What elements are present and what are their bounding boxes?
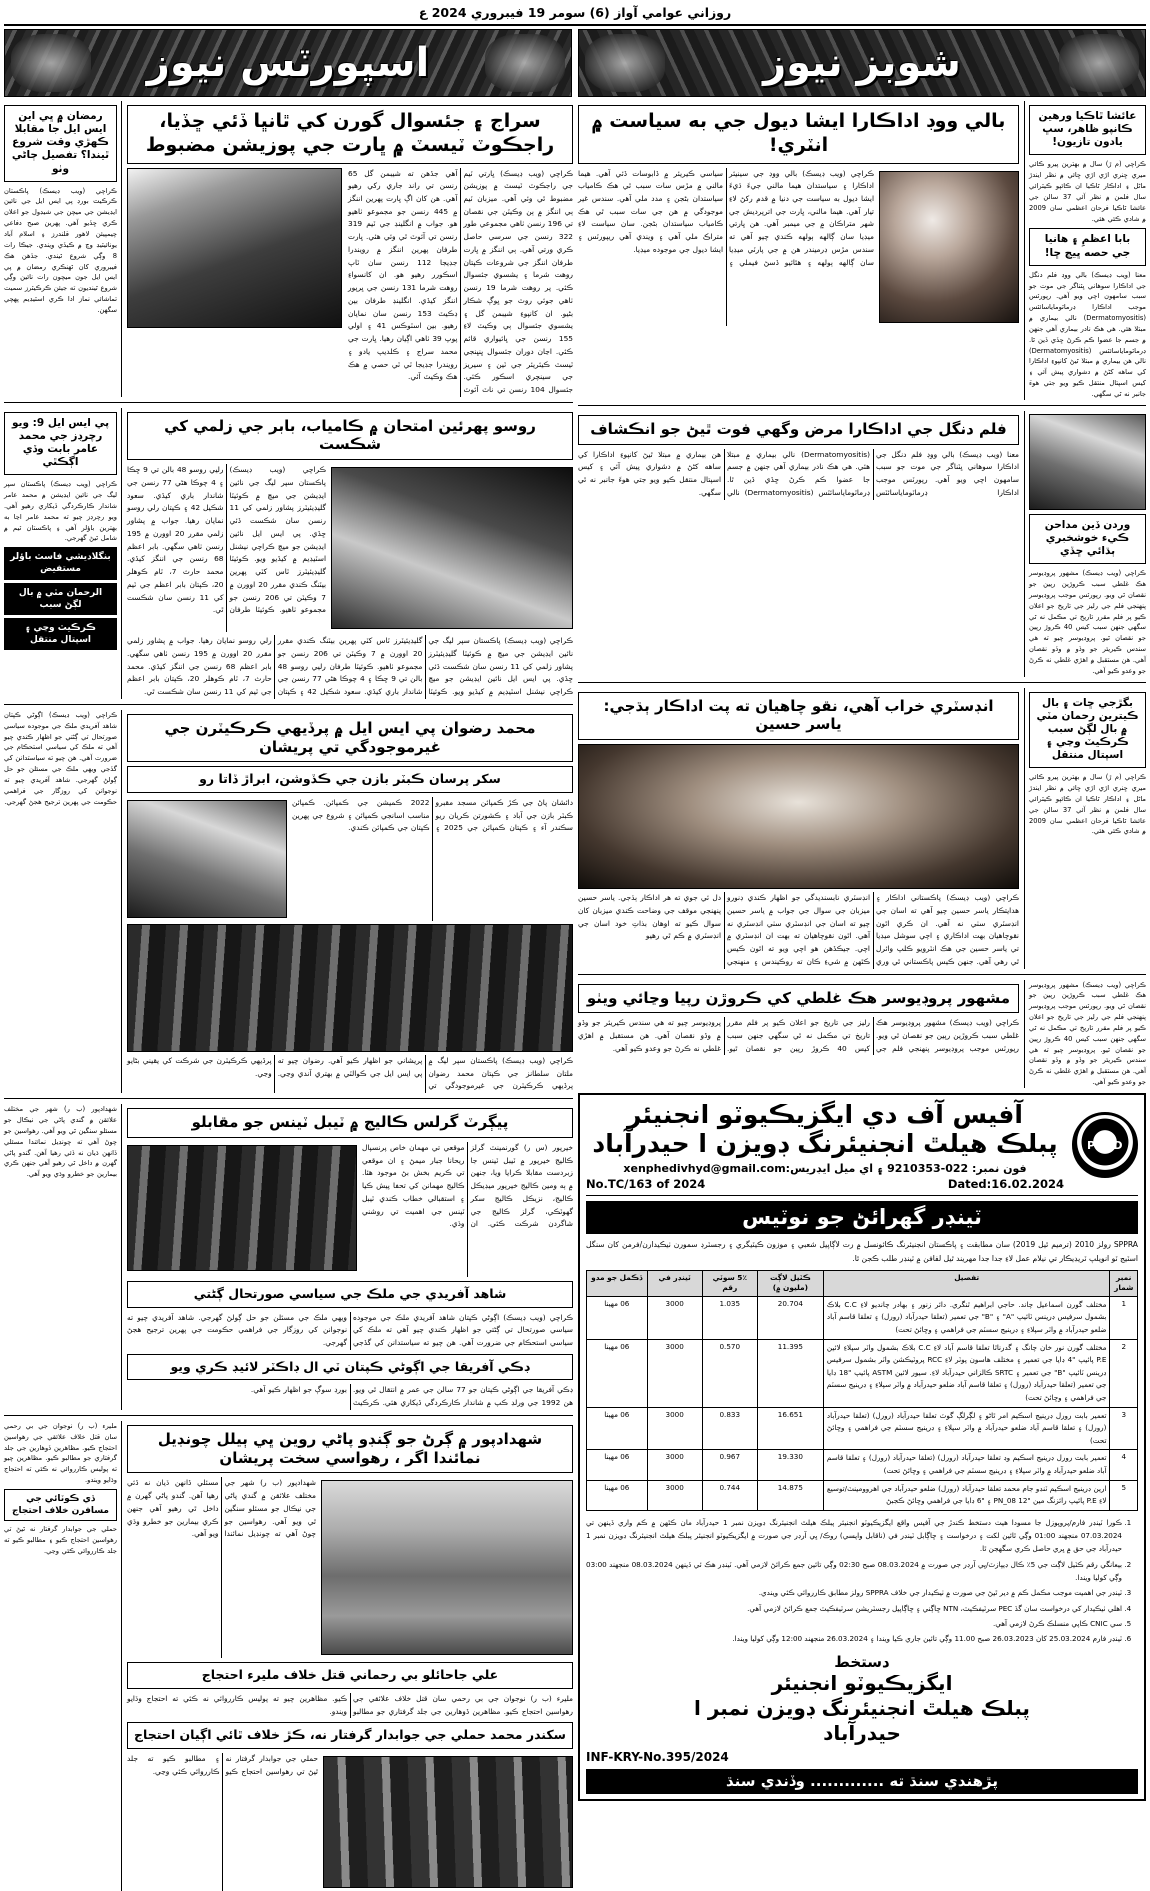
bangladeshi-bowler-box: بنگلاديشي فاسٽ باؤلر مستفيض [4, 547, 117, 579]
jaiswal-batting-photo [127, 168, 342, 328]
cell-fee: 3000 [647, 1480, 702, 1510]
sports-sidebar-col-3 [4, 710, 122, 1093]
cell-sr: 5 [1110, 1480, 1138, 1510]
malir-protest-body: مليرء (ب ر) نوجوان جي بي رحمي سان قتل خلاف علائقي جي رهواسين احتجاج ڪيو. مظاهرين ڏوهارين جي جلد گرفتاري جو مطالبو ڪيو. مظاهرين چيو ته پوليس ڪارروائي نه ڪئي ته احتجاج وڌايو ويندو. [127, 1694, 573, 1716]
table-row [587, 1407, 1138, 1450]
term-item: 6. ٽينڊر فارم 25.03.2024 کان 26.03.2023 صبح 11.00 وڳي تائين جاري ڪيا ويندا ۽ 26.03.2024 منجهند 12:00 وڳي کوليا ويندا. [586, 1632, 1122, 1645]
esha-deol-photo [879, 171, 1019, 323]
page-dateline: روزاني عوامي آواز (6) سومر 19 فيبروري 2024 ع [418, 5, 732, 20]
sports-lead-body: ڪراچي (ويب ڊيسڪ) ڀارتي ٽيم جي راجڪوٽ ٽيسٽ ۾ پوزيشن مضبوط ٿي وئي آهي. ميزبان ٽيم ٻي اننگز ۾ ٻن وڪيٽن جي نقصان تي 196 رنسن ٺاهي مجموعي طور 322 رنسن جي سرسي حاصل ڪري ورتي آهي. ٻي اننگز ۾ ڀارت طرفان اننگز جي شروعات ڪپتان روهت شرما ۽ يشسوي جئسوال ڪئي. پر روهت شرما 19 رنسن ٺاهي جوئي روٽ جو ڀوڳ شڪار بڻيو. ان کانپوءِ شيبمن گل ۽ يشسوي جئسوال ٻي وڪيٽ لاءِ 155 رنسن جي ڀائيواري قائم ڪئي. اڃان دوران جئسوال ڀنڀنجي ٽيسٽ ڪيئريئر جي ٽين ۽ سيريز جي سينچري اسڪور ڪئي. جئسوال 104 رنسن تي ناٽ آئوٽ آهي جڏهن ته شيبمن گل 65 رنسن تي راند جاري رکي رهيو آهي. هن کان اڳ ڀارت پهرين اننگز ۾ 445 رنسن جو مجموعو ٺاهيو هو. جواب ۾ انگلينڊ جي ٽيم 319 رنسن تي آئوٽ ٿي وئي هئي. ڀارت طرفان پهرين اننگز ۾ رويندرا جڊيجا 112 رنسن سان ٽاپ اسڪورر رهيو هو. ان کانسواءِ روهت شرما 131 رنسن جي ڀرپور اننگز کيڏي. انگلينڊ طرفان بين ڊڪيٽ 153 رنسن سان نمايان رهيو. بين اسٽوڪس 41 ۽ اولي پوپ 39 ٺاهي اڳيان رهيا. ڀارت جي محمد سراج ۽ ڪلديپ يادو ۽ رويندرا جڊيجا ٽي ٽي حصي ۾ هڪ هڪ وڪيٽ آئي. [348, 168, 573, 394]
cell-desc: تعمير بابت رورل ڊرينيج اسڪيم وڊ تعلقا حيدرآباد (رورل) (تعلقا حيدرآباد (رورل) ۽ تعلقا قاسم آباد ضلعو حيدرآباد ۾ واٽر سپلاءِ ۽ ڊرينيج سسٽم جي فراهمي ۽ وڇائڻ تحت) [823, 1450, 1110, 1480]
showbiz-banner [578, 29, 1146, 97]
showbiz-fourth-block [578, 980, 1146, 1088]
cell-earnest: 0.744 [702, 1480, 757, 1510]
th-fee: ٽينڊر في [647, 1271, 702, 1297]
term-item: 5. سي CNIC ڪاپي منسلڪ ڪرڻ لازمي آهي. [586, 1617, 1122, 1630]
cell-earnest: 0.570 [702, 1339, 757, 1407]
producer-headline: مشهور پروڊيوسر هڪ غلطي کي ڪروڙن رپيا وڃائي ويٺو [578, 984, 1019, 1014]
sports-second-main [127, 408, 573, 699]
cell-sr: 1 [1110, 1296, 1138, 1339]
cell-earnest: 0.967 [702, 1450, 757, 1480]
showbiz-ornament-left-icon [585, 34, 665, 92]
rahman-ball-box: الرحمان مٽي ۾ بال لڳڻ سبب [4, 583, 117, 615]
showbiz-sidebar4-headline: وردن ڏين مداحن ڪيء خوشخبري ٻڌائي ڇڏي [1029, 514, 1146, 564]
sports-second-block [4, 408, 573, 699]
cell-period: 06 مهينا [587, 1296, 648, 1339]
showbiz-sidebar2-headline: بابا اعظمِ ۽ هانيا جي حصه ڀيڄ ڇا! [1029, 228, 1146, 265]
sukkur-headline: سکر پرسان ڪبٽر بازن جي ڪڏوشن، ابراڙ ڏاتا رو [127, 766, 573, 793]
showbiz-couple-photo [1029, 414, 1146, 510]
tender-table-header-row [587, 1271, 1138, 1297]
cell-sr: 3 [1110, 1407, 1138, 1450]
sukkur-protest-body: حملي جي جوابدار گرفتار نه ٿيڻ تي رهواسين احتجاج ڪيو ۽ مطالبو ڪيو ته جلد ڪارروائي ڪئي وڃي. [127, 1754, 318, 1776]
table-row [587, 1339, 1138, 1407]
table-row [587, 1480, 1138, 1510]
sports-lead-headline: سراج ۽ جئسوال گورن کي ٿانڀا ڏئي ڇڏيا، راجڪوٽ ٽيسٽ ۾ ڀارت جي پوزيشن مضبوط [127, 105, 573, 164]
tender-contact: فون نمبر: 022-9210353 ۽ اي ميل ايڊريس:xenphedivhyd@gmail.com [623, 1161, 1027, 1175]
cell-period: 06 مهينا [587, 1339, 648, 1407]
th-sr: نمبر شمار [1110, 1271, 1138, 1297]
divider [4, 402, 573, 403]
sports-fourth-main [127, 1104, 573, 1410]
tender-footer-slogan: پڙهندي سنڌ ته ............. وڏندي سنڌ [586, 1769, 1138, 1794]
showbiz-sidebar1-headline: عائشا ٿاڪيا ورهين ڪانپو ظاهر، سڀ يادون تازيون! [1029, 105, 1146, 155]
cell-cost: 19.330 [757, 1450, 823, 1480]
showbiz-second-main [578, 411, 1019, 677]
richards-amir-body: ڪراچي (ويب ڊيسڪ) پاڪستان سپر ليگ جي نائين ايڊيشن ۾ محمد عامر شاندار ڪارڪردگي ڏيکاري رهيو آهي. ويو رچرڊز چيو ته محمد عامر اڃا به بهترين باؤلر آهي ۽ پاڪستان ٽيم ۾ شامل ٿيڻ گهرجي. [4, 480, 117, 543]
signature-line1: ايگزيڪيوٽو انجنيئر [771, 1670, 953, 1695]
showbiz-sidebar2-body: معنا (ويب ڊيسڪ) بالي ووڊ فلم دنگل جي اداڪارا سوهاني ڀٽناگر جي موت جو سبب سامهون اچي ويو آهي. رپورٽس موجب اداڪارا ڊرماٽوماياسائٽس (Dermatomyositis) نالي بيماري ۾ مبتلا هئي. هي هڪ نادر بيماري آهي جنهن ۾ جسم جا عضوا ڪم ڪرڻ ڇڏي ڏين ٿا. ڊرماٽوماياسائٽس (Dermatomyositis) نالي هن بيماري ۾ مبتلا ٿيڻ کانپوءِ اداڪارا کي ساهه کڻڻ ۾ دشواري پيش آئي ۽ کيس اسپتال منتقل ڪيو ويو جتي هوءَ جانبر نه ٿي سگهي. [1029, 270, 1146, 398]
sukkur-protest-headline: سکندر محمد حملي جي جوابدار گرفتار نه، ڪڙ خلاف ٿائي اڳيان احتجاج [127, 1722, 573, 1749]
divider [578, 405, 1146, 406]
sports-sidebar4-body: شهدادپور (ب ر) شهر جي مختلف علائقن ۾ گندي پاڻي جي نيڪال جو مسئلو سنگين ٿي ويو آهي. رهواسين جو چوڻ آهي ته چونڊيل نمائندا مسئلي ڏانهن ڌيان نه ڏئي رهيا آهن. گندو پاڻي گهرن ۾ داخل ٿي رهيو آهي جنهن ڪري بيمارين جو خطرو وڌي ويو آهي. [4, 1105, 117, 1179]
rizwan-body: ڪراچي (ويب ڊيسڪ) پاڪستان سپر ليگ ۾ ملتان سلطانز جي ڪپتان محمد رضوان پرڏيهي ڪرڪيٽرن جي غيرموجودگي تي پريشاني جو اظهار ڪيو آهي. رضوان چيو ته پي ايس ايل جي ڪوالٽي ۾ بهتري آندي وڃي. پرڏيهي ڪرڪيٽرن جي شرڪت کي يقيني بڻايو وڃي. [127, 1056, 573, 1091]
rossouw-body-cont: ڪراچي (ويب ڊيسڪ) پاڪستان سپر ليگ جي نائين ايڊيشن جي ميچ ۾ ڪوئيٽا گليڊيئيٽرز پشاور زلمي کي 11 رنسن سان شڪست ڏئي ڇڏي. پي ايس ايل نائين ايڊيشن جو ميچ ڪراچي نيشنل اسٽيڊيم ۾ کيڏيو ويو. ڪوئيٽا گليڊيئيٽرز ٽاس کٽي پهرين بيٽنگ ڪندي مقرر 20 اوورن ۾ 7 وڪيٽن تي 206 رنسن جو مجموعو ٺاهيو. ڪوئيٽا طرفان رليي روسو 48 بالن تي 9 ڇڪا ۽ 4 چوڪا هڻي 77 رنسن جي شاندار باري کيڏي. سعود شڪيل 42 ۽ ڪپتان رلي روسو نمايان رهيا. جواب ۾ پشاور زلمي مقرر 20 اوورن ۾ 195 رنسن ٺاهي سگهي. بابر اعظم 68 رنسن جي اننگز کيڏي. محمد حارث 7، ٽام ڪوهلر 20، ڪپتان بابر اعظم جي ٽيم کي 11 رنسن سان شڪست ٿي. [127, 636, 573, 697]
sports-sidebar-col-5 [4, 1421, 122, 1891]
athletes-icon [11, 34, 91, 92]
term-item: 1. ڪورا ٽينڊر فارم/پروپوزل جا مسودا هيٺ دستخط ڪندڙ جي آفيس واقع ايگزيڪيوٽو انجنيئر پبلڪ هيلٿ انجنيئرنگ ڊويزن نمبر 1 حيدرآباد مان ڪٿهن ۾ ڪم واري ڏينهن تي 07.03.2024 منجهند 01:00 وڳي ٿائين لکت ۽ درخواست ۽ ڇاڳابل ٽينڊر في (ناقابل واپسي) روڪ/ ڀي آرڊر جي صورت ۾ ايگزيڪيوٽو انجنيئر پبلڪ هيلٿ انجنيئرنگ ڊويزن نمبر 1 حيدرآباد جي حق ۾ ڀري حاصل ڪري سگهجن ٿا. [586, 1516, 1122, 1556]
shahdadpur-headline: شهدادپور ۾ ڳرڻ جو ڳنڊو پاڻي روين ڀي ٻيلل چونڊيل نمائندا اگر ، رهواسي سخت پريشان [127, 1425, 573, 1474]
malir-protest-headline: علي جاحائلو بي رحماني قتل خلاف مليرء احتجاج [127, 1662, 573, 1689]
inf-number: INF-KRY-No.395/2024 [586, 1749, 729, 1764]
term-item: 3. ٽينڊر جي اهميت موجب مڪمل ڪم ۾ دير ٿيڻ جي صورت ۾ ٺيڪيدار جي خلاف SPPRA رولز مطابق ڪارروائي ڪئي ويندي. [586, 1586, 1122, 1599]
yasir-hussain-body: ڪراچي (ويب ڊيسڪ) پاڪستاني اداڪار ۽ هدايتڪار ياسر حسين چيو آهي ته اسان جي انڊسٽري سٺي نه آهي. ان ڪري اٿون نقوچاهيان بهت اداڪاري ۽ اچي سوشل ميڊيا تي ياسر حسين جي هڪ انٽرويو ڪلپ وائرل ٿي رهي آهي. جنهن ڪيس پاڪستاني ٿي وري انڊسٽري نابسنديدگي جو اظهار ڪندي ڊنورو ميزبان جي سوال جي جواب ۾ ياسر حسين چيو ته اسان جي انڊسٽري سٺي انڊسٽري نه آهي. اٿون نقوچاهيان ته بهت ان انڊسٽري ۾ اچي. جيڪڏهن هو اچي ويو ته اٿون ڪيس ڪٿهن ۾ شيءِ ڪان ته روڪيندس ۽ منهنجي دل ئي جوي ته هر اداڪار ٻڌجي. ياسر حسين پنهنجي موقف جي وضاحت ڪندي ميزبان کان سوال ڪيو ته اوهان بذاتِ خود اسان جي انڊسٽري ۾ ڪم ٿي رهيو [578, 893, 1019, 966]
shahdadpur-street-photo [321, 1480, 573, 1655]
sports-sidebar-col-2 [4, 408, 122, 699]
tender-office-line2: پبلڪ هيلٿ انجنيئرنگ ڊويزن ا حيدرآباد [592, 1129, 1058, 1159]
signature-line2: پبلڪ هيلٿ انجنيئرنگ ڊويزن نمبر ا [694, 1695, 1030, 1720]
tender-dated: Dated:16.02.2024 [947, 1176, 1064, 1191]
cell-fee: 3000 [647, 1296, 702, 1339]
sukkur-group-photo [127, 924, 573, 1052]
cell-desc: ارين ڊرينيج اسڪيم ٽنڊو جام محمد تعلقا حيدرآباد (رورل) ضلعو حيدرآباد جي اهروومينٽ/توسيع لاءِ P.E پائيپ رائزنگ مين "PN_08 12 ۽ "6 ڊايا جي فراهمي وڇائڻ ڪجبڻ [823, 1480, 1110, 1510]
psl-ramzan-body: ڪراچي (ويب ڊيسڪ) پاڪستان ڪرڪيٽ بورڊ پي ايس ايل جي نائين ايڊيشن جي ميچن جي شيڊول جو اعلان ڪري ڇڏيو آهي. پهرين صبح دفاعي چيمپيئن لاهور قلندرز ۽ اسلام آباد يونائيٽيڊ وچ ۾ ڪيڏي ويندي. جيڪا رات 8 وڳي شروع ٿيندي. جڏهن هڪ فيبروري کان ٿهنڪري رمضان ۾ پي ايس ايل جون ميچون رات نائين وڳي شروع ٿينديون ته جيئن ڪرڪيٽرز سميت تماشائي نماز ادا ڪري اسٽيڊيم پهچي سگهن. [4, 186, 117, 314]
tender-terms [586, 1516, 1138, 1646]
girls-college-team-photo [127, 1145, 357, 1271]
afridi-body: ڪراچي (ويب ڊيسڪ) اڳوڻي ڪپتان شاهد آفريدي ملڪ جي موجوده سياسي صورتحال تي ڳڻتي جو اظهار ڪندي چيو آهي ته ملڪ کي سياسي استحڪام جي ضرورت آهي. هن چيو ته سياستدانن کي گڏجي ويهي ملڪ جي مسئلن جو حل ڳولڻ گهرجي. شاهد آفريدي چيو ته نوجوانن کي روزگار جي فراهمي حڪومت جي پهرين ترجيح هجڻ گهرجي. [127, 1312, 573, 1348]
cell-cost: 11.395 [757, 1339, 823, 1407]
sukkur-body: دائشان پاڻ جي ڪڙ ڪمپائن مسجد مقبرو ڪبٽر بازن جي آباد ۽ ڪشورتن ڪريان ريو سڪندر آء ۽ ڪپتان ڪمپائن جي 2025 ۽ 2022 ڪميشن جي ڪمپائن. ڪمپائن مناسب اسانجي ڪمپائن ۽ شروع جي پهرين ڪپتان جي ڪمپائن ڪندي. [292, 798, 573, 833]
showbiz-sidebar1-body: ڪراچي (م ڙ) سال ۾ بهترين پيرو ڪائي ميري ڇنري اڙي اڙي ڇائي ۾ نظر ايندڙ ماڻل ۽ اداڪار ٿاڪيا ان ڪائپو ڪيٽرائي سال فلمن ۾ نظر آئي 37 سالن جي عائشا ٿاڪيا فرحان اعظمي سان 2009 ۾ شادي ڪئي هئي. [1029, 160, 1146, 223]
showbiz-third-main [578, 688, 1019, 969]
rizwan-headline: محمد رضوان پي ايس ايل ۾ پرڏيهي ڪرڪيٽرن جي غيرموجودگي تي پريشان [127, 714, 573, 763]
th-earnest: 5٪ سوٽي رقم [702, 1271, 757, 1297]
term-item: 4. اهلي ٺيڪيدار کي درخواست سان گڏ PEC سرٽيفڪيٽ، NTN ڇاڳني ۽ ڇاڳاپيل رجسٽريشن سرٽيفڪيٽ جمع ڪرائڻ لازمي آهي. [586, 1602, 1122, 1615]
cell-cost: 14.875 [757, 1480, 823, 1510]
yasir-hussain-headline: انڊسٽري خراب آهي، نقو چاهيان ته پت اداڪار ٻڌجي: ياسر حسين [578, 692, 1019, 741]
sports-sidebar-col-4 [4, 1104, 122, 1410]
trophy-icon [1059, 34, 1139, 92]
showbiz-sidebar-col-4 [1024, 980, 1146, 1088]
producer-body: ڪراچي (ويب ڊيسڪ) مشهور پروڊيوسر هڪ غلطي سبب ڪروڙين رپين جو نقصان ٿي ويو. رپورٽس موجب پروڊيوسر پنهنجي فلم جي رليز جي تاريخ جو اعلان ڪيو پر فلم مقرر تاريخ تي مڪمل نه ٿي سگهي جنهن سبب کيس 40 ڪروڙ رپين جو نقصان ٿيو. پروڊيوسر چيو ته هي سندس ڪيريئر جو وڏو ۾ وڏو نقصان آهي. هن مستقبل ۾ اهڙي غلطي نه ڪرڻ جو وعدو ڪيو آهي. [578, 1018, 1019, 1053]
cell-sr: 2 [1110, 1339, 1138, 1407]
sports-third-block [4, 710, 573, 1093]
hospital-box: ڪرڪيٽ وڃي ۽ اسپتال منتقل [4, 618, 117, 650]
sports-fourth-block [4, 1104, 573, 1410]
divider [4, 1415, 573, 1416]
psl-match-photo [331, 467, 573, 629]
showbiz-banner-title: شوبز نيوز [763, 40, 961, 86]
showbiz-lead-block [578, 101, 1146, 400]
sports-sidebar-box: ڏي ڪوٽائي جي مسافرن خلاف احتجاج [4, 1489, 117, 1521]
sports-sidebar5-body-2: حملي جي جوابدار گرفتار نه ٿيڻ تي رهواسين احتجاج ڪيو ۽ مطالبو ڪيو ته جلد ڪارروائي ڪئي وڃي. [4, 1525, 117, 1555]
cell-desc: مختلف گورن نور خان چانگ ۽ گدرناٿا تعلقا قاسم آباد لاءِ C.C بلاڪ بشمول واٽر سپلاءِ لائين P.E پائيپ "4 ڊايا جي تعمير ۽ مختلف هاسون پوٽر لاءِ RCC پروٽيڪشن واٽر بشمول سرفيس ڊرينس ٽائيپ "B" جي تعمير ۽ SRTC ڪالزاني حيدرآباد لاءِ. سيور لائين ASTM پائيپ "18 ڊايا جي تعمير (تعلقا حيدرآباد (رورل) ۽ تعلقا قاسم آباد ضلعو حيدرآباد ۾ واٽر سپلاءِ ۽ ڊرينيج سسٽم جي فراهمي ۽ وڇائڻ تحت) [823, 1339, 1110, 1407]
showbiz-lead-main [578, 101, 1019, 400]
divider [4, 704, 573, 705]
tender-banner-title: ٽينڊر گهرائڻ جو نوٽيس [586, 1201, 1138, 1234]
showbiz-sidebar-col-3 [1024, 688, 1146, 969]
tender-header [586, 1100, 1138, 1196]
lloyd-headline: ڊڪي آفريقا جي اڳوڻي ڪپتان ٽي ال ڊاڪٽر لائيڊ ڪري ويو [127, 1354, 573, 1381]
rizwan-photo [127, 800, 287, 918]
cell-fee: 3000 [647, 1450, 702, 1480]
sports-sidebar5-body: مليرء (ب ر) نوجوان جي بي رحمي سان قتل خلاف علائقي جي رهواسين احتجاج ڪيو. مظاهرين ڏوهارين جي جلد گرفتاري جو مطالبو ڪيو. مظاهرين چيو ته پوليس ڪارروائي نه ڪئي ته احتجاج وڌايو ويندو. [4, 1421, 117, 1485]
rossouw-body: ڪراچي (ويب ڊيسڪ) پاڪستان سپر ليگ جي نائين ايڊيشن جي ميچ ۾ ڪوئيٽا گليڊيئيٽرز پشاور زلمي کي 11 رنسن سان شڪست ڏئي ڇڏي. پي ايس ايل نائين ايڊيشن جو ميچ ڪراچي نيشنل اسٽيڊيم ۾ کيڏيو ويو. ڪوئيٽا گليڊيئيٽرز ٽاس کٽي پهرين بيٽنگ ڪندي مقرر 20 اوورن ۾ 7 وڪيٽن تي 206 رنسن جو مجموعو ٺاهيو. ڪوئيٽا طرفان رليي روسو 48 بالن تي 9 ڇڪا ۽ 4 چوڪا هڻي 77 رنسن جي شاندار باري کيڏي. سعود شڪيل 42 ۽ ڪپتان رلي روسو نمايان رهيا. جواب ۾ پشاور زلمي مقرر 20 اوورن ۾ 195 رنسن ٺاهي سگهي. بابر اعظم 68 رنسن جي اننگز کيڏي. محمد حارث 7، ٽام ڪوهلر 20، ڪپتان بابر اعظم جي ٽيم کي 11 رنسن سان شڪست ٿي. [127, 465, 326, 615]
showbiz-sidebar6-body: ڪراچي (ويب ڊيسڪ) مشهور پروڊيوسر هڪ غلطي سبب ڪروڙين رپين جو نقصان ٿي ويو. رپورٽس موجب پروڊيوسر پنهنجي فلم جي رليز جي تاريخ جو اعلان ڪيو پر فلم مقرر تاريخ تي مڪمل نه ٿي سگهي جنهن سبب کيس 40 ڪروڙ رپين جو نقصان ٿيو. پروڊيوسر چيو ته هي سندس ڪيريئر جو وڏو ۾ وڏو نقصان آهي. هن مستقبل ۾ اهڙي غلطي نه ڪرڻ جو وعدو ڪيو آهي. [1029, 980, 1147, 1087]
photo-caption [127, 1274, 357, 1277]
sports-banner [4, 29, 572, 97]
showbiz-lead-headline: بالي ووڊ اداڪارا ايشا ديول جي به سياست ۾ انٽري! [578, 105, 1019, 164]
showbiz-lead2-body: معنا (ويب ڊيسڪ) بالي ووڊ فلم دنگل جي اداڪارا سوهاني ڀٽناگر جي موت جو سبب سامهون اچي ويو آهي. رپورٽس موجب اداڪارا ڊرماٽوماياسائٽس (Dermatomyositis) نالي بيماري ۾ مبتلا هئي. هي هڪ نادر بيماري آهي جنهن ۾ جسم جا عضوا ڪم ڪرڻ ڇڏي ڏين ٿا. ڊرماٽوماياسائٽس (Dermatomyositis) نالي هن بيماري ۾ مبتلا ٿيڻ کانپوءِ اداڪارا کي ساهه کڻڻ ۾ دشواري پيش آئي ۽ کيس اسپتال منتقل ڪيو ويو جتي هوءَ جانبر نه ٿي سگهي. [578, 449, 1019, 497]
showbiz-third-block [578, 688, 1146, 969]
cell-fee: 3000 [647, 1339, 702, 1407]
cell-period: 06 مهينا [587, 1407, 648, 1450]
tender-office-titles [586, 1100, 1064, 1191]
afridi-headline: شاهد آفريدي جي ملڪ جي سياسي صورتحال ڳڻتي [127, 1281, 573, 1308]
cell-fee: 3000 [647, 1407, 702, 1450]
richards-amir-headline: پي ايس ايل 9: ويو رچرڊز جي محمد عامر بابت وڏي اڳڪٿي [4, 412, 117, 476]
yasir-hussain-family-photo [578, 744, 1019, 889]
tender-advertisement [578, 1093, 1146, 1801]
tender-table [586, 1270, 1138, 1511]
table-tennis-headline: پيڳرٽ گرلس ڪاليج ۾ ٽيبل ٽينس جو مقابلو [127, 1108, 573, 1138]
table-row [587, 1450, 1138, 1480]
divider [578, 974, 1146, 975]
cell-cost: 20.704 [757, 1296, 823, 1339]
showbiz-sidebar-col-2 [1024, 411, 1146, 677]
sports-fifth-main [127, 1421, 573, 1891]
tender-number: No.TC/163 of 2024 [586, 1176, 706, 1191]
sports-third-main [127, 710, 573, 1093]
sports-banner-title: اسپورٽس نيوز [146, 40, 430, 86]
cell-desc: مختلف گورن اسماعيل چاند. حاجي ابراهيم ٿنگري. دائر زنور ۽ بهادر چانديو لاءِ C.C بلاڪ بشمول سرفيس ڊرينس ٽائيپ "A" ۽ "B" جي تعمير (تعلقا حيدرآباد (رورل) ۽ تعلقا قاسم آباد ضلعو حيدرآباد ۾ واٽر سپلاءِ ۽ ڊرينيج سسٽم جي فراهمي ۽ وڇائڻ تحت) [823, 1296, 1110, 1339]
section-banner-row [4, 24, 1146, 97]
shahdadpur-body: شهدادپور (ب ر) شهر جي مختلف علائقن ۾ گندي پاڻي جي نيڪال جو مسئلو سنگين ٿي ويو آهي. رهواسين جو چوڻ آهي ته چونڊيل نمائندا مسئلي ڏانهن ڌيان نه ڏئي رهيا آهن. گندو پاڻي گهرن ۾ داخل ٿي رهيو آهي جنهن ڪري بيمارين جو خطرو وڌي ويو آهي. [127, 1478, 316, 1539]
cell-period: 06 مهينا [587, 1480, 648, 1510]
showbiz-sidebar-col [1024, 101, 1146, 400]
tender-table-body [587, 1296, 1138, 1510]
cell-desc: تعمير بابت رورل ڊرينيج اسڪيم امر ٿاڻو ۽ لڳرلڳ گوٽ تعلقا حيدرآباد (رورل) (تعلقا حيدرآباد (رورل) ۽ تعلقا قاسم آباد ضلعو حيدرآباد ۾ واٽر سپلاءِ ۽ ڊرينيج سسٽم جي فراهمي ۽ وڇائڻ تحت) [823, 1407, 1110, 1450]
sports-ornament-right-icon [485, 34, 565, 92]
rossouw-headline: روسو پهرئين امتحان ۾ ڪامياب، بابر جي زلمي کي شڪست [127, 412, 573, 461]
cell-period: 06 مهينا [587, 1450, 648, 1480]
showbiz-lead-body: ڪراچي (ويب ڊيسڪ) بالي ووڊ جي سينيئر اداڪارا ۽ سياستدان هيما مالني جيءَ ڌيءَ ايشا ديول به سياست جي دنيا ۾ قدم رکڻ لاءِ تيار آهي. هيما مالني، ڀارت جي اترپرديش جي شهر متراڪان ۾ جي ميمبر آهي. هن ڀارتي ميڊيا سان ڳالهه ٻولهه ڪندي چيو آهي ته سندس مڙس ڊرميندر هن ۾ جي پارٽي ميڊيا سان ڳالهه ٻولهه ۽ هٿائيو ڏسڻ فيملي ۽ سياسي ڪيريئر ۾ ڏابوسات ڏئي آهي. هيما مالني ۾ مڙس سات سبب ٿي هڪ ڪامياب سياستدان بڻجن ۽ مدد ملي آهي. سندس غير موجودگي ۾ هن جي سات سبب ٿي هڪ ڪامياب سياستدان بڻجن. سان سياست لاءِ متراڪ ملي آهي ۽ ويندي آهي ريپورٽس ۽ ايشا ديول جي موجوده ميڊيا. [578, 168, 874, 267]
cell-sr: 4 [1110, 1450, 1138, 1480]
tender-intro-text: SPPRA رولز 2010 (ترميم ٿيل 2019) سان مطابقت ۽ پاڪستان انجنيئرنگ ڪائونسل ۾ رت لاڳاپيل شعبي ۽ موزون ڪيٽيگري ۽ رجسٽرڊ سمورن ٺيڪيدارن/فرمن کان سنگل اسٽيج ٽو انويلپ ٽريڊيڪار تي نيلام عمل لاءِ جدا جدا مهريند ٿيل لفافن ۾ ٽينڊر طلب ڪجن ٿا. [586, 1239, 1138, 1264]
table-tennis-body: خيرپور (س ر) گورنمينٽ گرلز ڪاليج خيرپور ۾ ٽيبل ٽينس جا زبردست مقابلا ڪرايا ويا، جنهن ۾ ٻه ومين ڪاليج خيرپور ميڊيڪل ڪاليج، نزيڪل ڪاليج سکر گهوٽڪي، گرلز ڪاليج جي شاگردن شرڪت ڪئي. ان موقعي تي مهمان خاص پرنسپال ريحانا جبار ميمڻ ۽ ان موقعي تي ڪريم بخش بڻ موجود هئا. ڪاليج مهمانن کي تحفا پيش ڪيا ۽ استقبالي خطاب ڪندي ٽيبل ٽينس جي اهميت تي روشني وڌي. [362, 1142, 573, 1229]
psl-ramzan-headline: رمضان ۾ ڀي اين ايس ايل جا مقابلا ڪهڙي وقت شروع ٿيندا؟ تفصيل ڄاڻي وٺو [4, 105, 117, 182]
protest-photo [323, 1756, 573, 1888]
th-description: تفصيل [823, 1271, 1110, 1297]
sports-fifth-block [4, 1421, 573, 1891]
sports-sidebar-col [4, 101, 122, 397]
sports-lead-main [127, 101, 573, 397]
showbiz-sidebar5-body: ڪراچي (م ڙ) سال ۾ بهترين پيرو ڪائي ميري ڇنري اڙي اڙي ڇائي ۾ نظر ايندڙ ماڻل ۽ اداڪار ٿاڪيا ان ڪائپو ڪيٽرائي سال فلمن ۾ نظر آئي 37 سالن جي عائشا ٿاڪيا فرحان اعظمي سان 2009 ۾ شادي ڪئي هئي. [1029, 773, 1146, 836]
sports-section [4, 101, 573, 1891]
tender-numbers-row [586, 1177, 1064, 1191]
sports-sidebar3-body: ڪراچي (ويب ڊيسڪ) اڳوڻي ڪپتان شاهد آفريدي ملڪ جي موجوده سياسي صورتحال تي ڳڻتي جو اظهار ڪندي چيو آهي ته ملڪ کي سياسي استحڪام جي ضرورت آهي. هن چيو ته سياستدانن کي گڏجي ويهي ملڪ جي مسئلن جو حل ڳولڻ گهرجي. شاهد آفريدي چيو ته نوجوانن کي روزگار جي فراهمي حڪومت جي پهرين ترجيح هجڻ گهرجي. [4, 710, 117, 806]
showbiz-fourth-main [578, 980, 1019, 1088]
divider [578, 682, 1146, 683]
table-row [587, 1296, 1138, 1339]
showbiz-section [578, 101, 1146, 1801]
tender-signature [586, 1653, 1138, 1746]
showbiz-sidebar5-headline: بگڙجي ڇات ۽ بال ڪيترين رحمان مٽي ۾ بال لڳڻ سبب ڪرڪيٽ وڃي ۽ اسپتال منتقل [1029, 692, 1146, 769]
term-item: 2. بيعانگي رقم ڪٽيل لاڳت جي 5٪ ڪال ڊيپازٽ/ڀي آرڊر جي صورت ۾ 08.03.2024 صبح 02:30 وڳي تائين جمع ڪرائڻ لازمي آهي. ٽينڊر هڪ ئي ڏينهن 08.03.2024 منجهند 03:00 وڳي کوليا ويندا. [586, 1558, 1122, 1585]
showbiz-sidebar4-body: ڪراچي (ويب ڊيسڪ) مشهور پروڊيوسر هڪ غلطي سبب ڪروڙين رپين جو نقصان ٿي ويو. رپورٽس موجب پروڊيوسر پنهنجي فلم جي رليز جي تاريخ جو اعلان ڪيو پر فلم مقرر تاريخ تي مڪمل نه ٿي سگهي جنهن سبب کيس 40 ڪروڙ رپين جو نقصان ٿيو. پروڊيوسر چيو ته هي سندس ڪيريئر جو وڏو ۾ وڏو نقصان آهي. هن مستقبل ۾ اهڙي غلطي نه ڪرڻ جو وعدو ڪيو آهي. [1029, 569, 1147, 675]
cell-earnest: 0.833 [702, 1407, 757, 1450]
divider [4, 1098, 573, 1099]
cell-earnest: 1.035 [702, 1296, 757, 1339]
sports-lead-block [4, 101, 573, 397]
showbiz-lead2-headline: فلم دنگل جي اداڪارا مرض وگهي فوت ٿيڻ جو انڪشاف [578, 415, 1019, 445]
showbiz-second-block [578, 411, 1146, 677]
lloyd-body: ڊڪي آفريقا جي اڳوڻي ڪپتان جو 77 سالن جي عمر ۾ انتقال ٿي ويو. هن 1992 جي ورلڊ ڪپ ۾ شاندار ڪارڪردگي ڏيکاري هئي. ڪرڪيٽ بورڊ سوڳ جو اظهار ڪيو آهي. [250, 1385, 574, 1408]
th-period: ڏڪمل جو مدو [587, 1271, 648, 1297]
cell-cost: 16.651 [757, 1407, 823, 1450]
signature-line3: حيدرآباد [823, 1720, 901, 1745]
page-body [4, 101, 1146, 1891]
tender-office-line1: آفيس آف دي ايگزيڪيوٽو انجنيئر [627, 1099, 1023, 1129]
th-cost: ڪٽيل لاڳت (مليون ۾) [757, 1271, 823, 1297]
phed-logo-icon: PHED [1072, 1112, 1138, 1178]
signature-label: دستخط [834, 1652, 890, 1671]
